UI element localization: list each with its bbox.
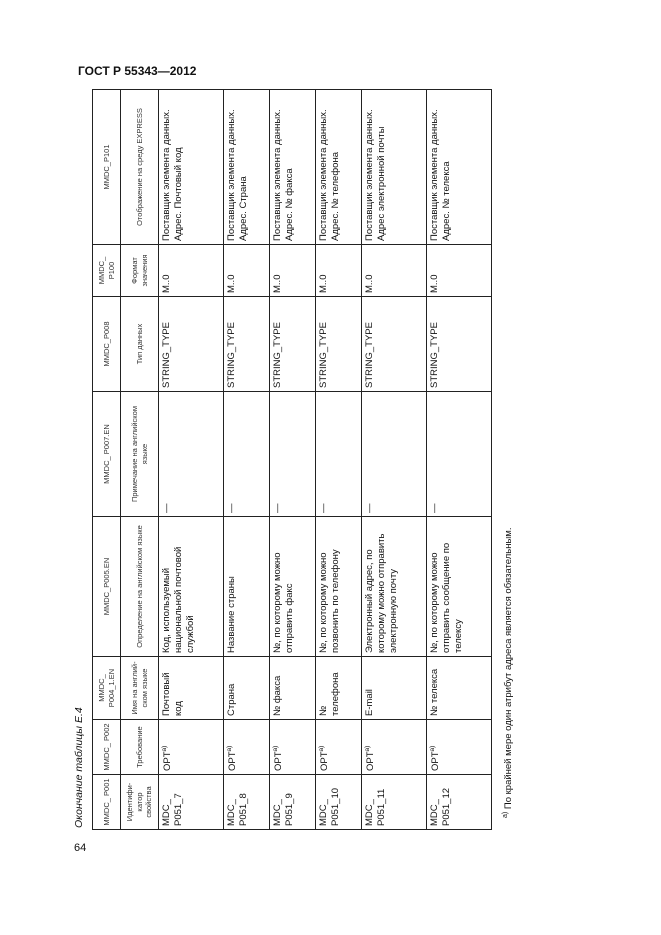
- table-caption: Окончание таблицы Е.4: [73, 707, 85, 828]
- cell-mapping: Поставщик элемента данных. Адрес электронной почты: [362, 90, 427, 245]
- requirement-footnote-ref: а): [161, 745, 168, 752]
- column-code: MMDC_ P100: [93, 245, 121, 297]
- cell-note: —: [316, 392, 362, 517]
- table-row: [427, 90, 492, 830]
- column-label: Формат значения: [121, 245, 159, 297]
- cell-id: MDC_ P051_11: [362, 775, 427, 830]
- column-code: MMDC_ P001: [93, 775, 121, 830]
- column-label: Тип данных: [121, 297, 159, 392]
- requirement-footnote-ref: а): [272, 745, 279, 752]
- cell-note: —: [427, 392, 492, 517]
- requirement-value: OPT: [162, 751, 174, 771]
- column-label: Примечание на английском языке: [121, 392, 159, 517]
- column-code: MMDC_P101: [93, 90, 121, 245]
- cell-type: STRING_TYPE: [159, 297, 224, 392]
- column-label: Требование: [121, 720, 159, 775]
- cell-note: —: [362, 392, 427, 517]
- cell-mapping: Поставщик элемента данных. Адрес. № телекса: [427, 90, 492, 245]
- column-label: Отображение на среду EXPRESS: [121, 90, 159, 245]
- cell-definition: №, по которому можно отправить сообщение по телексу: [427, 517, 492, 657]
- cell-type: STRING_TYPE: [427, 297, 492, 392]
- column-label: Идентифи- катор свойства: [121, 775, 159, 830]
- column-code: MMDC_ P007.EN: [93, 392, 121, 517]
- cell-name: № факса: [270, 657, 316, 720]
- data-table: [92, 89, 492, 830]
- cell-req: [159, 720, 224, 775]
- column-code: MMDC_ P002: [93, 720, 121, 775]
- cell-type: STRING_TYPE: [316, 297, 362, 392]
- cell-id: MDC_ P051_7: [159, 775, 224, 830]
- requirement-footnote-ref: а): [318, 745, 325, 752]
- cell-format: M..0: [316, 245, 362, 297]
- cell-id: MDC_ P051_12: [427, 775, 492, 830]
- header-label-row: [121, 90, 159, 830]
- requirement-value: OPT: [273, 751, 285, 771]
- footnote: [502, 528, 514, 818]
- column-code: MMDC_P008: [93, 297, 121, 392]
- footnote-text: По крайней мере один атрибут адреса является обязательным.: [503, 527, 515, 810]
- cell-req: [224, 720, 270, 775]
- requirement-value: OPT: [319, 751, 331, 771]
- requirement-footnote-ref: а): [429, 745, 436, 752]
- column-label: Определение на английском языке: [121, 517, 159, 657]
- table-row: [224, 90, 270, 830]
- cell-definition: Код, используемый национальной почтовой службой: [159, 517, 224, 657]
- cell-id: MDC_ P051_8: [224, 775, 270, 830]
- cell-req: [270, 720, 316, 775]
- cell-type: STRING_TYPE: [362, 297, 427, 392]
- cell-format: M..0: [427, 245, 492, 297]
- requirement-footnote-ref: а): [364, 745, 371, 752]
- requirement-value: OPT: [227, 751, 239, 771]
- cell-format: M..0: [159, 245, 224, 297]
- cell-name: E-mail: [362, 657, 427, 720]
- cell-format: M..0: [362, 245, 427, 297]
- cell-format: M..0: [270, 245, 316, 297]
- table-row: [362, 90, 427, 830]
- cell-id: MDC_ P051_10: [316, 775, 362, 830]
- cell-definition: №, по которому можно позвонить по телефону: [316, 517, 362, 657]
- rotated-content: [72, 90, 552, 830]
- cell-definition: Название страны: [224, 517, 270, 657]
- rotated-table-area: [72, 90, 552, 830]
- requirement-value: OPT: [430, 751, 442, 771]
- cell-id: MDC_ P051_9: [270, 775, 316, 830]
- table-row: [316, 90, 362, 830]
- column-code: MMDC_ P004_1.EN: [93, 657, 121, 720]
- column-label: Имя на англий- ском языке: [121, 657, 159, 720]
- cell-definition: №, по которому можно отправить факс: [270, 517, 316, 657]
- cell-name: № телефона: [316, 657, 362, 720]
- requirement-value: OPT: [365, 751, 377, 771]
- cell-req: [362, 720, 427, 775]
- page-number: 64: [74, 842, 87, 854]
- cell-mapping: Поставщик элемента данных. Адрес. № телефона: [316, 90, 362, 245]
- document-standard-header: ГОСТ Р 55343—2012: [78, 64, 197, 78]
- cell-note: —: [159, 392, 224, 517]
- cell-definition: Электронный адрес, по которому можно отправить электронную почту: [362, 517, 427, 657]
- requirement-footnote-ref: а): [226, 745, 233, 752]
- footnote-marker: а): [502, 811, 509, 818]
- cell-req: [427, 720, 492, 775]
- header-code-row: [93, 90, 121, 830]
- cell-type: STRING_TYPE: [224, 297, 270, 392]
- cell-req: [316, 720, 362, 775]
- cell-name: Почтовый код: [159, 657, 224, 720]
- cell-note: —: [270, 392, 316, 517]
- cell-note: —: [224, 392, 270, 517]
- cell-name: № телекса: [427, 657, 492, 720]
- table-row: [159, 90, 224, 830]
- cell-name: Страна: [224, 657, 270, 720]
- cell-mapping: Поставщик элемента данных. Адрес. Почтовый код: [159, 90, 224, 245]
- table-row: [270, 90, 316, 830]
- column-code: MMDC_P005.EN: [93, 517, 121, 657]
- cell-type: STRING_TYPE: [270, 297, 316, 392]
- cell-mapping: Поставщик элемента данных. Адрес. № факса: [270, 90, 316, 245]
- cell-format: M..0: [224, 245, 270, 297]
- cell-mapping: Поставщик элемента данных. Адрес. Страна: [224, 90, 270, 245]
